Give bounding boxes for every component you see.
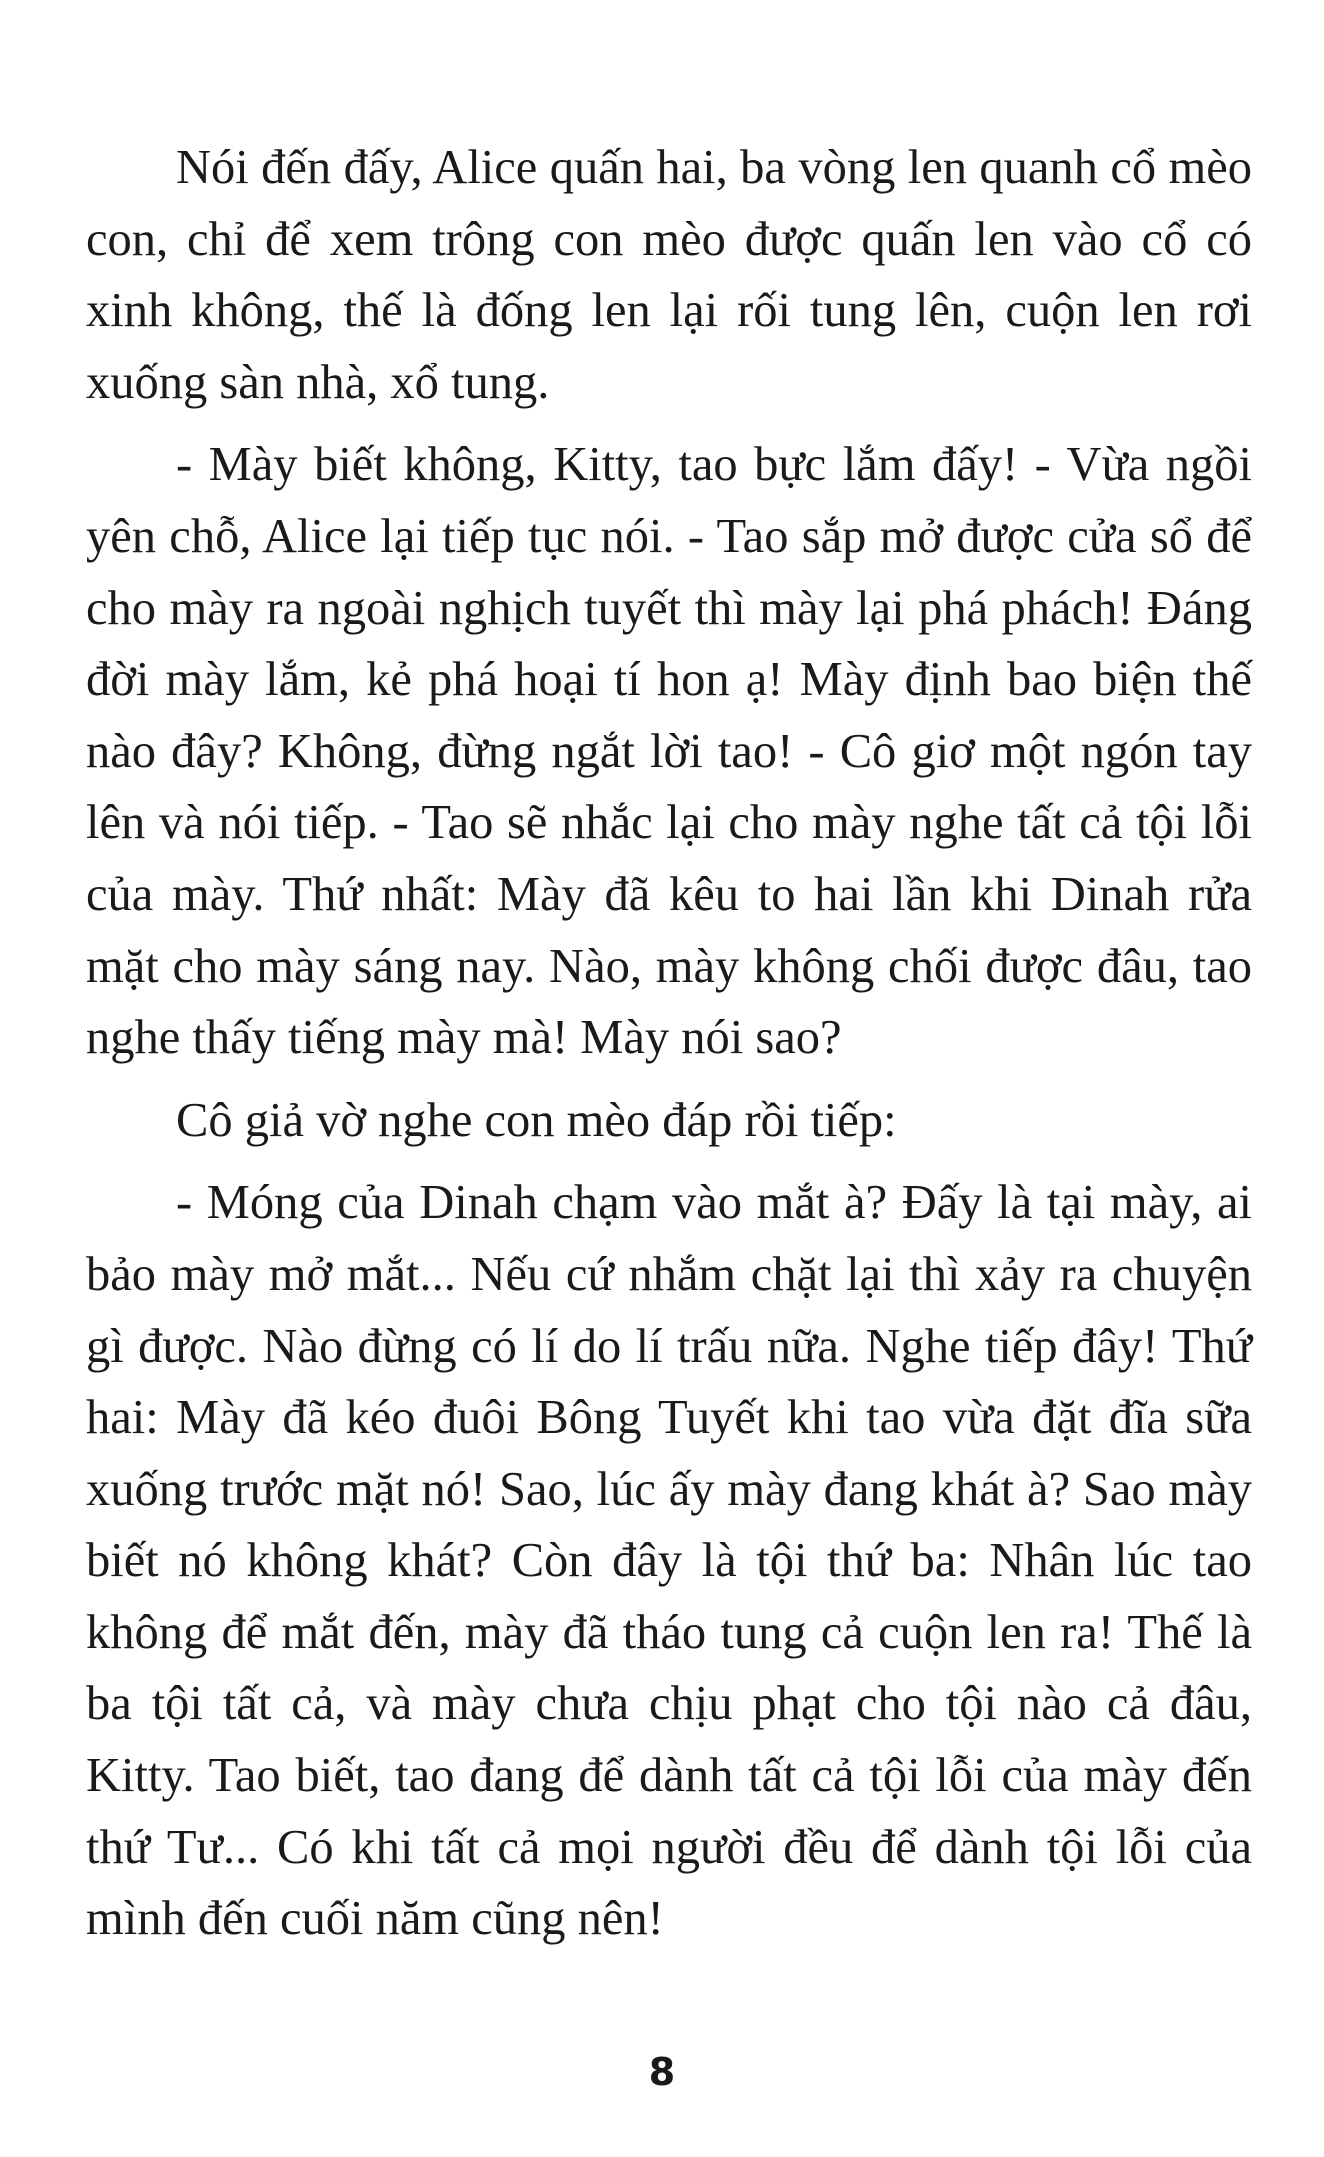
paragraph-3: Cô giả vờ nghe con mèo đáp rồi tiếp: <box>176 1093 897 1147</box>
paragraph-1: Nói đến đấy, Alice quấn hai, ba vòng len quanh cổ mèo con, chỉ để xem trông con mèo được quấn len vào cổ có xinh không, thế là đống len lại rối tung lên, cuộn len rơi xuống sàn nhà, xổ tung. <box>86 141 1252 409</box>
page-text-body <box>86 132 1252 1955</box>
paragraph-4: - Móng của Dinah chạm vào mắt à? Đấy là tại mày, ai bảo mày mở mắt... Nếu cứ nhắm chặt lại thì xảy ra chuyện gì được. Nào đừng có lí do lí trấu nữa. Nghe tiếp đây! Thứ hai: Mày đã kéo đuôi Bông Tuyết khi tao vừa đặt đĩa sữa xuống trước mặt nó! Sao, lúc ấy mày đang khát à? Sao mày biết nó không khát? Còn đây là tội thứ ba: Nhân lúc tao không để mắt đến, mày đã tháo tung cả cuộn len ra! Thế là ba tội tất cả, và mày chưa chịu phạt cho tội nào cả đâu, Kitty. Tao biết, tao đang để dành tất cả tội lỗi của mày đến thứ Tư... Có khi tất cả mọi người đều để dành tội lỗi của mình đến cuối năm cũng nên! <box>86 1176 1252 1946</box>
page-number: 8 <box>648 2050 676 2094</box>
paragraph-2: - Mày biết không, Kitty, tao bực lắm đấy! - Vừa ngồi yên chỗ, Alice lại tiếp tục nói. - Tao sắp mở được cửa sổ để cho mày ra ngoài nghịch tuyết thì mày lại phá phách! Đáng đời mày lắm, kẻ phá hoại tí hon ạ! Mày định bao biện thế nào đây? Không, đừng ngắt lời tao! - Cô giơ một ngón tay lên và nói tiếp. - Tao sẽ nhắc lại cho mày nghe tất cả tội lỗi của mày. Thứ nhất: Mày đã kêu to hai lần khi Dinah rửa mặt cho mày sáng nay. Nào, mày không chối được đâu, tao nghe thấy tiếng mày mà! Mày nói sao? <box>86 438 1252 1065</box>
